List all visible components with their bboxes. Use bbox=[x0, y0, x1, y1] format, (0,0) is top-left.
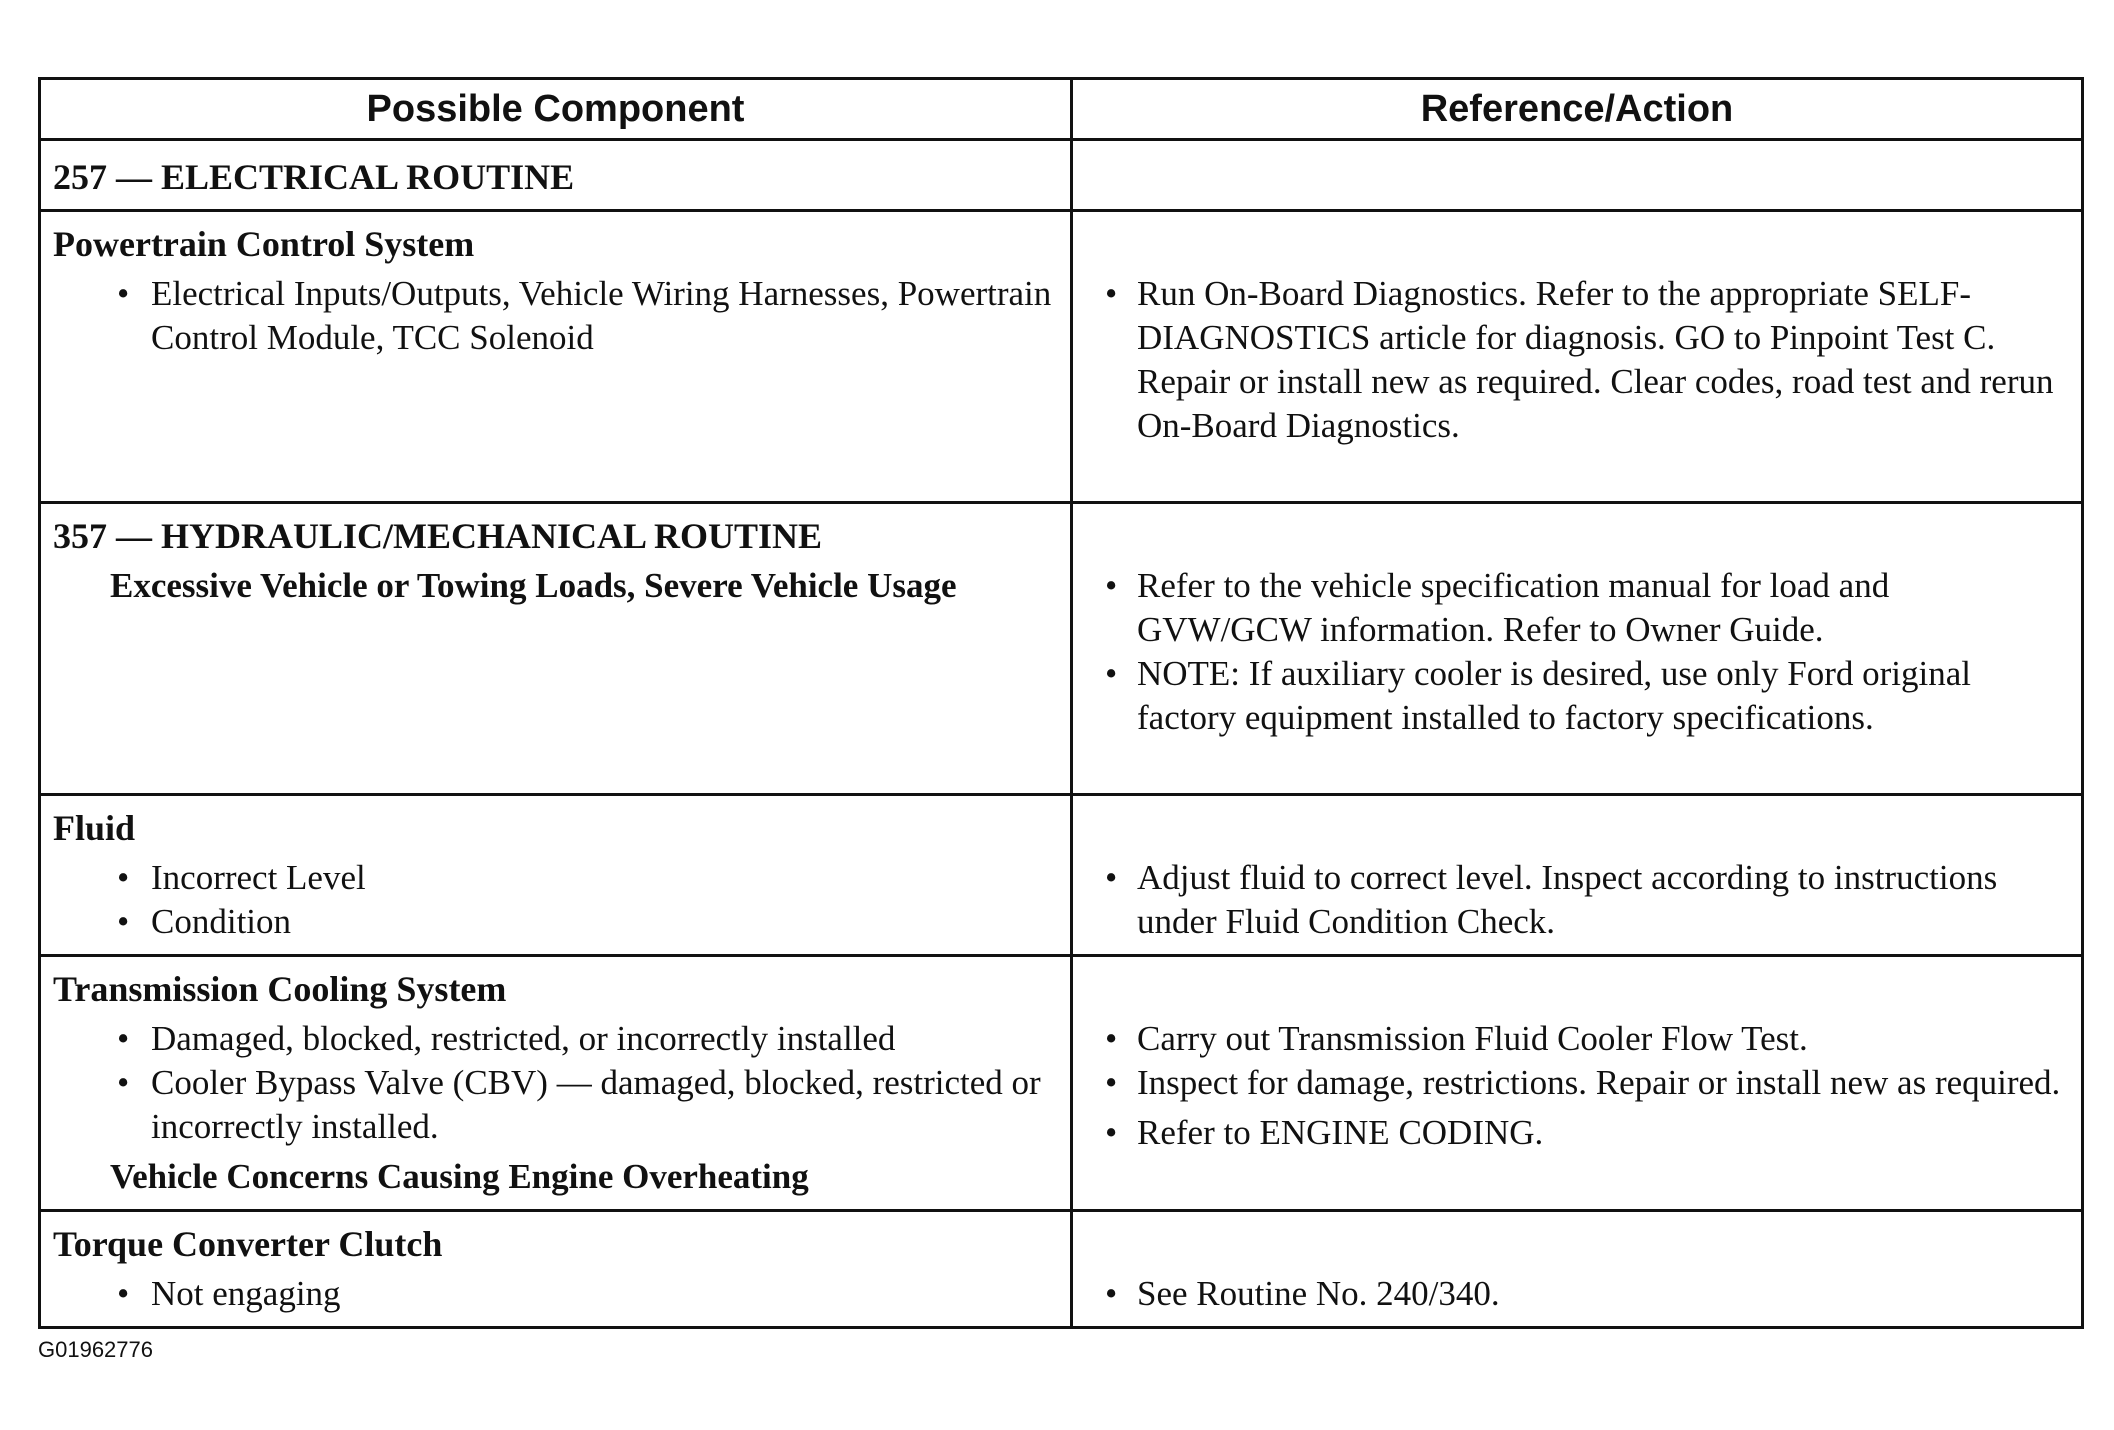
component-items bbox=[53, 1272, 1058, 1316]
action-cell bbox=[1072, 956, 2083, 1211]
action-cell bbox=[1072, 1211, 2083, 1328]
list-item: • Cooler Bypass Valve (CBV) — damaged, blocked, restricted or incorrectly installed. bbox=[53, 1061, 1058, 1149]
component-cell bbox=[40, 503, 1072, 795]
action-cell bbox=[1072, 503, 2083, 795]
action-items bbox=[1085, 1272, 2069, 1316]
header-possible-component: Possible Component bbox=[40, 79, 1072, 140]
diagnostic-table bbox=[38, 77, 2084, 1329]
action-cell bbox=[1072, 140, 2083, 211]
component-cell bbox=[40, 1211, 1072, 1328]
list-item: • Incorrect Level bbox=[53, 856, 1058, 900]
component-title: Powertrain Control System bbox=[53, 224, 475, 264]
component-title: Torque Converter Clutch bbox=[53, 1224, 443, 1264]
list-item: • See Routine No. 240/340. bbox=[1085, 1272, 2069, 1316]
section-title: 257 — ELECTRICAL ROUTINE bbox=[53, 157, 575, 197]
list-item: • Not engaging bbox=[53, 1272, 1058, 1316]
figure-id: G01962776 bbox=[38, 1337, 153, 1362]
component-title: Fluid bbox=[53, 808, 136, 848]
component-cell bbox=[40, 956, 1072, 1211]
action-items bbox=[1085, 856, 2069, 944]
table-row bbox=[40, 140, 2083, 211]
header-reference-action: Reference/Action bbox=[1072, 79, 2083, 140]
list-item: • Carry out Transmission Fluid Cooler Flow Test. bbox=[1085, 1017, 2069, 1061]
list-item: • Condition bbox=[53, 900, 1058, 944]
list-item: • Electrical Inputs/Outputs, Vehicle Wiring Harnesses, Powertrain Control Module, TCC Solenoid bbox=[53, 272, 1058, 360]
list-item: • Refer to ENGINE CODING. bbox=[1085, 1111, 2069, 1155]
action-items bbox=[1085, 1017, 2069, 1155]
action-items bbox=[1085, 564, 2069, 740]
table-row bbox=[40, 956, 2083, 1211]
list-item: • NOTE: If auxiliary cooler is desired, use only Ford original factory equipment installed to factory specifications. bbox=[1085, 652, 2069, 740]
table-row bbox=[40, 503, 2083, 795]
table-row bbox=[40, 795, 2083, 956]
action-items bbox=[1085, 272, 2069, 448]
list-item: • Damaged, blocked, restricted, or incorrectly installed bbox=[53, 1017, 1058, 1061]
table-row bbox=[40, 1211, 2083, 1328]
component-cell bbox=[40, 140, 1072, 211]
action-cell bbox=[1072, 211, 2083, 503]
component-subtitle: Excessive Vehicle or Towing Loads, Severe Vehicle Usage bbox=[110, 566, 957, 605]
action-cell bbox=[1072, 795, 2083, 956]
component-cell bbox=[40, 211, 1072, 503]
list-item: • Inspect for damage, restrictions. Repair or install new as required. bbox=[1085, 1061, 2069, 1105]
table-row bbox=[40, 211, 2083, 503]
component-items bbox=[53, 272, 1058, 360]
component-items bbox=[53, 856, 1058, 944]
list-item: • Run On-Board Diagnostics. Refer to the appropriate SELF-DIAGNOSTICS article for diagnosis. GO to Pinpoint Test C. Repair or install new as required. Clear codes, road test and rerun On-Board Diagnostics. bbox=[1085, 272, 2069, 448]
list-item: • Refer to the vehicle specification manual for load and GVW/GCW information. Refer to Owner Guide. bbox=[1085, 564, 2069, 652]
component-title: Transmission Cooling System bbox=[53, 969, 507, 1009]
header-row bbox=[40, 79, 2083, 140]
component-subtitle: Vehicle Concerns Causing Engine Overheating bbox=[110, 1157, 809, 1196]
section-title: 357 — HYDRAULIC/MECHANICAL ROUTINE bbox=[53, 516, 823, 556]
list-item: • Adjust fluid to correct level. Inspect according to instructions under Fluid Condition Check. bbox=[1085, 856, 2069, 944]
component-items bbox=[53, 1017, 1058, 1149]
component-cell bbox=[40, 795, 1072, 956]
